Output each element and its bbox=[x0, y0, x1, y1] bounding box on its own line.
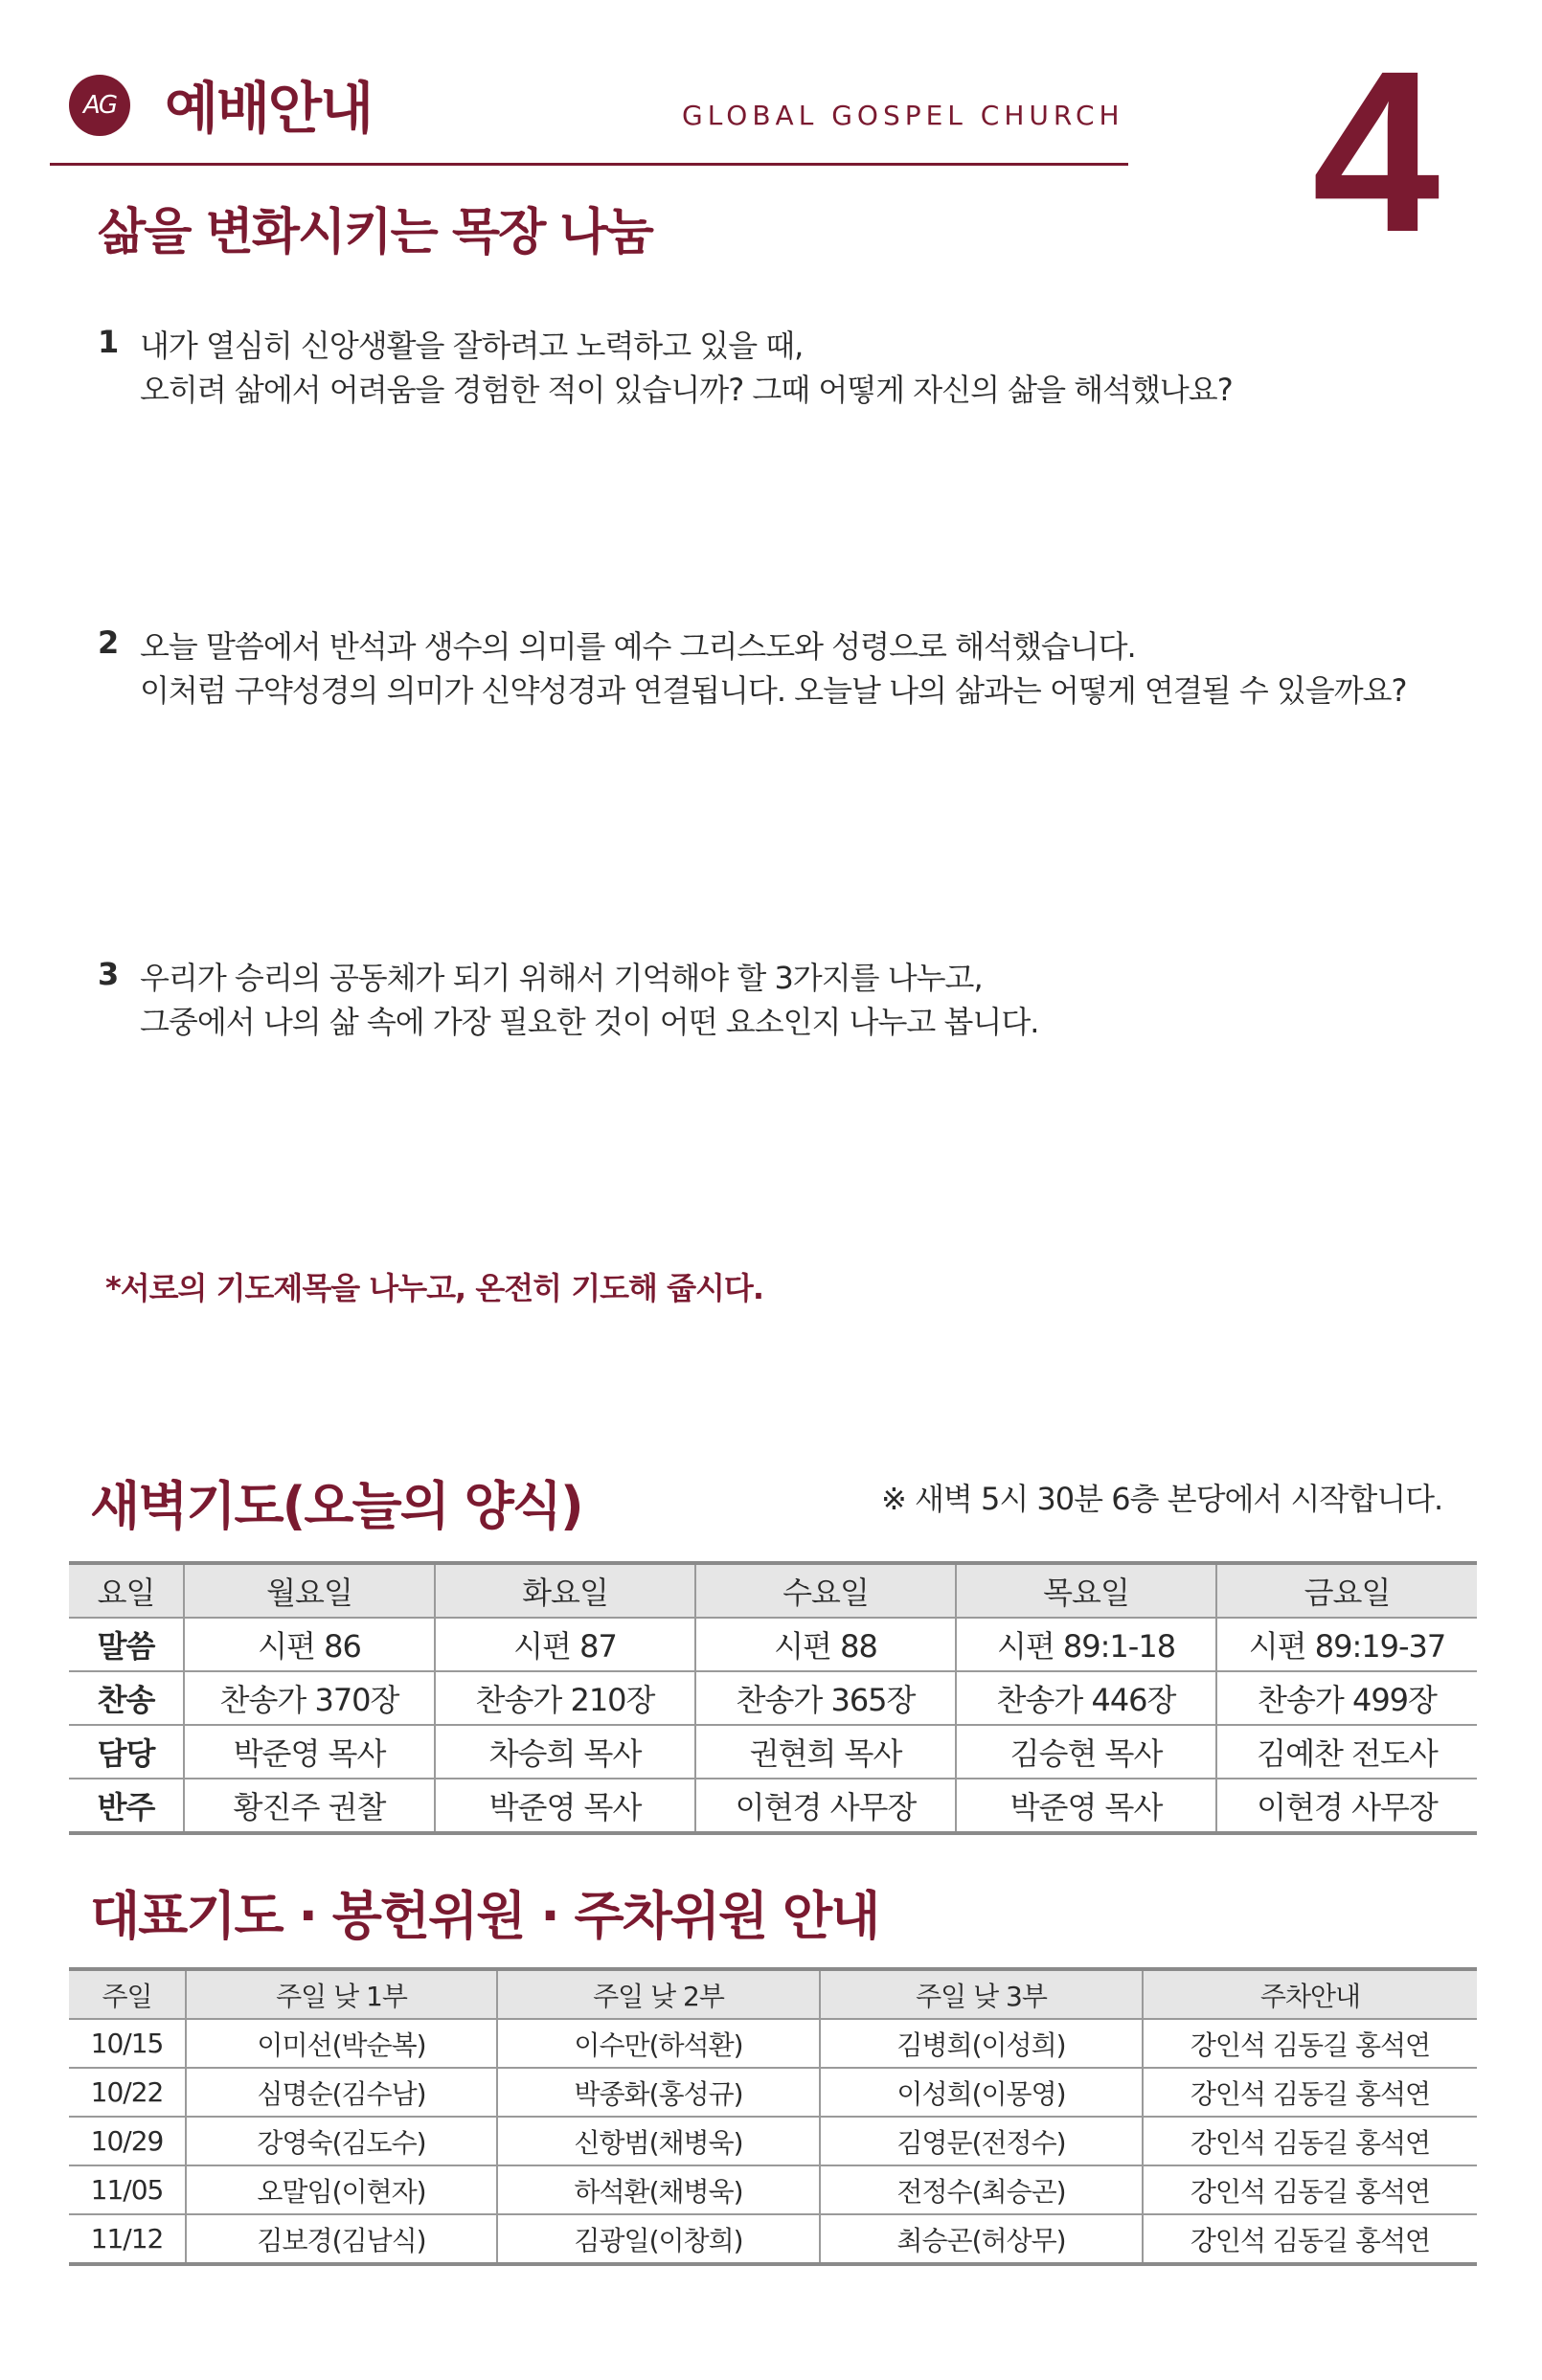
row-label: 반주 bbox=[69, 1779, 184, 1833]
table-header-cell: 요일 bbox=[69, 1563, 184, 1618]
dawn-prayer-table bbox=[69, 1561, 1477, 1835]
date-cell: 10/15 bbox=[69, 2019, 186, 2068]
table-header-cell: 월요일 bbox=[184, 1563, 435, 1618]
question-line: 그중에서 나의 삶 속에 가장 필요한 것이 어떤 요소인지 나누고 봅니다. bbox=[140, 1004, 1039, 1040]
table-cell: 박준영 목사 bbox=[956, 1779, 1216, 1833]
table-cell: 차승희 목사 bbox=[435, 1725, 695, 1779]
table-cell: 최승곤(허상무) bbox=[820, 2214, 1143, 2264]
table-cell: 오말임(이현자) bbox=[186, 2165, 497, 2214]
table-row bbox=[69, 1618, 1477, 1671]
table-cell: 시편 88 bbox=[695, 1618, 956, 1671]
question-number: 2 bbox=[98, 624, 120, 661]
table-row bbox=[69, 2019, 1477, 2068]
table-cell: 강인석 김동길 홍석연 bbox=[1143, 2068, 1477, 2117]
table-row bbox=[69, 1725, 1477, 1779]
date-cell: 10/29 bbox=[69, 2117, 186, 2165]
table-row bbox=[69, 2165, 1477, 2214]
table-cell: 전정수(최승곤) bbox=[820, 2165, 1143, 2214]
question-line: 내가 열심히 신앙생활을 잘하려고 노력하고 있을 때, bbox=[140, 328, 804, 364]
row-label: 찬송 bbox=[69, 1671, 184, 1725]
table-cell: 김영문(전정수) bbox=[820, 2117, 1143, 2165]
table-cell: 김병희(이성희) bbox=[820, 2019, 1143, 2068]
table-cell: 김보경(김남식) bbox=[186, 2214, 497, 2264]
table-cell: 찬송가 370장 bbox=[184, 1671, 435, 1725]
sharing-title: 삶을 변화시키는 목장 나눔 bbox=[98, 204, 652, 261]
table-header-cell: 목요일 bbox=[956, 1563, 1216, 1618]
table-header-cell: 주일 낮 1부 bbox=[186, 1969, 497, 2019]
question-line: 오히려 삶에서 어려움을 경험한 적이 있습니까? 그때 어떻게 자신의 삶을 해석했나요? bbox=[140, 372, 1233, 408]
dawn-prayer-note: ※ 새벽 5시 30분 6층 본당에서 시작합니다. bbox=[881, 1481, 1443, 1517]
table-header-row bbox=[69, 1563, 1477, 1618]
table-cell: 찬송가 499장 bbox=[1216, 1671, 1477, 1725]
table-cell: 시편 86 bbox=[184, 1618, 435, 1671]
table-header-cell: 주일 낮 3부 bbox=[820, 1969, 1143, 2019]
table-cell: 하석환(채병욱) bbox=[497, 2165, 820, 2214]
table-cell: 찬송가 446장 bbox=[956, 1671, 1216, 1725]
table-header-cell: 화요일 bbox=[435, 1563, 695, 1618]
table-row bbox=[69, 1671, 1477, 1725]
table-header-cell: 주일 bbox=[69, 1969, 186, 2019]
row-label: 담당 bbox=[69, 1725, 184, 1779]
table-cell: 강영숙(김도수) bbox=[186, 2117, 497, 2165]
date-cell: 11/05 bbox=[69, 2165, 186, 2214]
table-cell: 김예찬 전도사 bbox=[1216, 1725, 1477, 1779]
question-line: 이처럼 구약성경의 의미가 신약성경과 연결됩니다. 오늘날 나의 삶과는 어떻게 연결될 수 있을까요? bbox=[140, 672, 1407, 709]
table-cell: 이현경 사무장 bbox=[1216, 1779, 1477, 1833]
page-number: 4 bbox=[1312, 23, 1440, 280]
row-label: 말씀 bbox=[69, 1618, 184, 1671]
table-cell: 박준영 목사 bbox=[435, 1779, 695, 1833]
table-header-cell: 수요일 bbox=[695, 1563, 956, 1618]
question-text bbox=[140, 624, 1407, 713]
table-row bbox=[69, 1779, 1477, 1833]
table-cell: 황진주 권찰 bbox=[184, 1779, 435, 1833]
table-cell: 시편 87 bbox=[435, 1618, 695, 1671]
question-number: 3 bbox=[98, 956, 120, 992]
dawn-prayer-title: 새벽기도(오늘의 양식) bbox=[90, 1476, 582, 1536]
church-logo: AG bbox=[69, 75, 130, 136]
table-cell: 권현희 목사 bbox=[695, 1725, 956, 1779]
table-cell: 강인석 김동길 홍석연 bbox=[1143, 2019, 1477, 2068]
church-name: GLOBAL GOSPEL CHURCH bbox=[682, 100, 1124, 131]
table-header-cell: 주일 낮 2부 bbox=[497, 1969, 820, 2019]
header-divider bbox=[50, 163, 1128, 166]
table-cell: 이미선(박순복) bbox=[186, 2019, 497, 2068]
page-title: 예배안내 bbox=[165, 76, 373, 141]
table-cell: 시편 89:19-37 bbox=[1216, 1618, 1477, 1671]
table-cell: 시편 89:1-18 bbox=[956, 1618, 1216, 1671]
representatives-title: 대표기도 · 봉헌위원 · 주차위원 안내 bbox=[90, 1886, 879, 1946]
table-cell: 이현경 사무장 bbox=[695, 1779, 956, 1833]
table-row bbox=[69, 2068, 1477, 2117]
date-cell: 11/12 bbox=[69, 2214, 186, 2264]
table-cell: 이성희(이몽영) bbox=[820, 2068, 1143, 2117]
question-line: 오늘 말씀에서 반석과 생수의 의미를 예수 그리스도와 성령으로 해석했습니다. bbox=[140, 628, 1136, 665]
table-cell: 강인석 김동길 홍석연 bbox=[1143, 2117, 1477, 2165]
table-row bbox=[69, 2214, 1477, 2264]
date-cell: 10/22 bbox=[69, 2068, 186, 2117]
table-cell: 신항범(채병욱) bbox=[497, 2117, 820, 2165]
table-cell: 박준영 목사 bbox=[184, 1725, 435, 1779]
table-cell: 이수만(하석환) bbox=[497, 2019, 820, 2068]
table-header-row bbox=[69, 1969, 1477, 2019]
table-cell: 김승현 목사 bbox=[956, 1725, 1216, 1779]
question-text bbox=[140, 324, 1233, 412]
table-cell: 심명순(김수남) bbox=[186, 2068, 497, 2117]
question-number: 1 bbox=[98, 324, 120, 360]
table-cell: 찬송가 365장 bbox=[695, 1671, 956, 1725]
table-cell: 강인석 김동길 홍석연 bbox=[1143, 2165, 1477, 2214]
table-row bbox=[69, 2117, 1477, 2165]
table-cell: 찬송가 210장 bbox=[435, 1671, 695, 1725]
prayer-note: *서로의 기도제목을 나누고, 온전히 기도해 줍시다. bbox=[105, 1270, 763, 1306]
table-cell: 김광일(이창희) bbox=[497, 2214, 820, 2264]
table-header-cell: 금요일 bbox=[1216, 1563, 1477, 1618]
question-line: 우리가 승리의 공동체가 되기 위해서 기억해야 할 3가지를 나누고, bbox=[140, 960, 983, 996]
table-header-cell: 주차안내 bbox=[1143, 1969, 1477, 2019]
question-text bbox=[140, 956, 1038, 1044]
representatives-table bbox=[69, 1967, 1477, 2266]
table-cell: 박종화(홍성규) bbox=[497, 2068, 820, 2117]
table-cell: 강인석 김동길 홍석연 bbox=[1143, 2214, 1477, 2264]
